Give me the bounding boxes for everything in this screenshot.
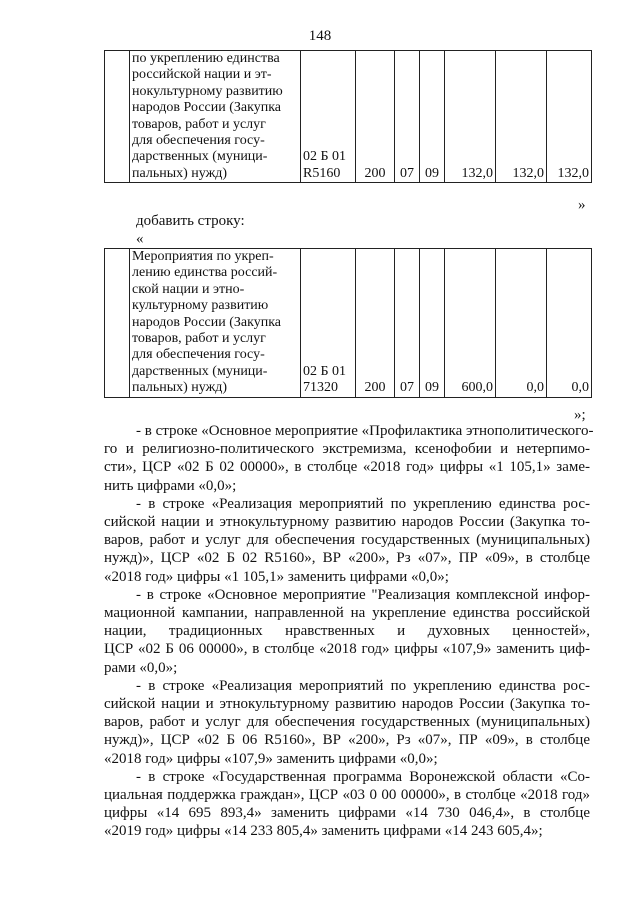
row-name-cell — [130, 51, 301, 183]
paragraph-line: ЦСР «02 Б 06 00000», в столбце «2018 год» цифры «107,9» заменить циф- — [104, 641, 590, 658]
paragraph-line: нации, традиционных нравственных и духовных ценностей», — [104, 623, 590, 640]
page-number: 148 — [308, 28, 332, 44]
year-2020-cell: 132,0 — [547, 51, 592, 183]
row-name-line: культурному развитию — [132, 298, 269, 314]
paragraph-line: сийской нации и этнокультурному развитию народов России (Закупка то- — [104, 696, 590, 713]
paragraph-line: - в строке «Основное мероприятие "Реализация комплексной инфор- — [136, 586, 590, 603]
row-name-line: для обеспечения госу- — [132, 133, 265, 149]
paragraph-line: нужд)», ЦСР «02 Б 02 R5160», ВР «200», Рз «07», ПР «09», в столбце — [104, 550, 590, 567]
row-name-line: пальных) нужд) — [132, 165, 228, 181]
csr-line: 02 Б 01 — [303, 363, 347, 379]
paragraph-line: - в строке «Государственная программа Воронежской области «Со- — [136, 768, 590, 785]
amendment-paragraphs — [104, 422, 594, 841]
year-2019-cell: 0,0 — [496, 249, 547, 398]
rz-cell: 07 — [395, 51, 420, 183]
csr-cell — [301, 249, 356, 398]
paragraph-line: - в строке «Реализация мероприятий по укреплению единства рос- — [136, 677, 590, 694]
paragraph-line: рами «0,0»; — [104, 659, 178, 676]
year-2018-cell: 132,0 — [445, 51, 496, 183]
row-name-line: Мероприятия по укреп- — [132, 249, 274, 264]
paragraph-line: «2019 год» цифры «14 233 805,4» заменить цифрами «14 243 605,4»; — [104, 823, 543, 840]
paragraph-line: го и религиозно-политического экстремизма, ксенофобии и нетерпимо- — [104, 441, 590, 458]
csr-cell — [301, 51, 356, 183]
closing-quote-semicolon: »; — [574, 407, 586, 423]
paragraph-line: варов, работ и услуг для обеспечения государственных (муниципальных) — [104, 532, 590, 549]
csr-line: R5160 — [303, 165, 341, 181]
pr-cell: 09 — [420, 249, 445, 398]
paragraph-line: мационной кампании, направленной на укрепление единства российской — [104, 605, 590, 622]
row-name-line: для обеспечения госу- — [132, 347, 265, 363]
paragraph-line: нить цифрами «0,0»; — [104, 477, 237, 494]
paragraph-line: «2018 год» цифры «107,9» заменить цифрами «0,0»; — [104, 750, 438, 767]
add-row-instruction: добавить строку: — [136, 213, 245, 229]
paragraph-line: «2018 год» цифры «1 105,1» заменить цифрами «0,0»; — [104, 568, 449, 585]
vr-cell: 200 — [356, 249, 395, 398]
paragraph-line: цифры «14 695 893,4» заменить цифрами «14 730 046,4», в столбце — [104, 805, 590, 822]
amendment-paragraph — [104, 495, 590, 586]
amendment-paragraph — [104, 586, 590, 677]
amendment-paragraph — [104, 422, 594, 495]
row-name-line: дарственных (муници- — [132, 363, 268, 379]
row-name-line: товаров, работ и услуг — [132, 116, 266, 132]
row-name-line: нокультурному развитию — [132, 83, 283, 99]
blank-cell — [105, 249, 130, 398]
blank-cell — [105, 51, 130, 183]
csr-line: 02 Б 01 — [303, 149, 347, 165]
csr-line: 71320 — [303, 380, 338, 396]
row-name-line: народов России (Закупка — [132, 314, 282, 330]
amendment-paragraph — [104, 768, 590, 841]
pr-cell: 09 — [420, 51, 445, 183]
row-name-line: российской нации и эт- — [132, 67, 272, 83]
year-2019-cell: 132,0 — [496, 51, 547, 183]
opening-quote: « — [136, 231, 144, 247]
row-name-line: дарственных (муници- — [132, 149, 268, 165]
vr-cell: 200 — [356, 51, 395, 183]
budget-table-existing-row — [104, 50, 592, 183]
amendment-paragraph — [104, 677, 590, 768]
paragraph-line: сийской нации и этнокультурному развитию народов России (Закупка то- — [104, 514, 590, 531]
closing-quote: » — [578, 197, 586, 213]
budget-table-new-row — [104, 248, 592, 398]
table-row — [105, 249, 592, 398]
rz-cell: 07 — [395, 249, 420, 398]
year-2018-cell: 600,0 — [445, 249, 496, 398]
paragraph-line: сти», ЦСР «02 Б 02 00000», в столбце «2018 год» цифры «1 105,1» заме- — [104, 459, 590, 476]
year-2020-cell: 0,0 — [547, 249, 592, 398]
paragraph-line: варов, работ и услуг для обеспечения государственных (муниципальных) — [104, 714, 590, 731]
row-name-cell — [130, 249, 301, 398]
row-name-line: товаров, работ и услуг — [132, 331, 266, 347]
paragraph-line: - в строке «Реализация мероприятий по укреплению единства рос- — [136, 495, 590, 512]
row-name-line: народов России (Закупка — [132, 100, 282, 116]
paragraph-line: нужд)», ЦСР «02 Б 06 R5160», ВР «200», Рз «07», ПР «09», в столбце — [104, 732, 590, 749]
row-name-line: ской нации и этно- — [132, 281, 245, 297]
row-name-line: пальных) нужд) — [132, 380, 228, 396]
table-row — [105, 51, 592, 183]
row-name-line: лению единства россий- — [132, 265, 278, 281]
paragraph-line: - в строке «Основное мероприятие «Профилактика этнополитического- — [136, 423, 594, 439]
paragraph-line: циальная поддержка граждан», ЦСР «03 0 00 00000», в столбце «2018 год» — [104, 787, 590, 804]
row-name-line: по укреплению единства — [132, 51, 280, 66]
